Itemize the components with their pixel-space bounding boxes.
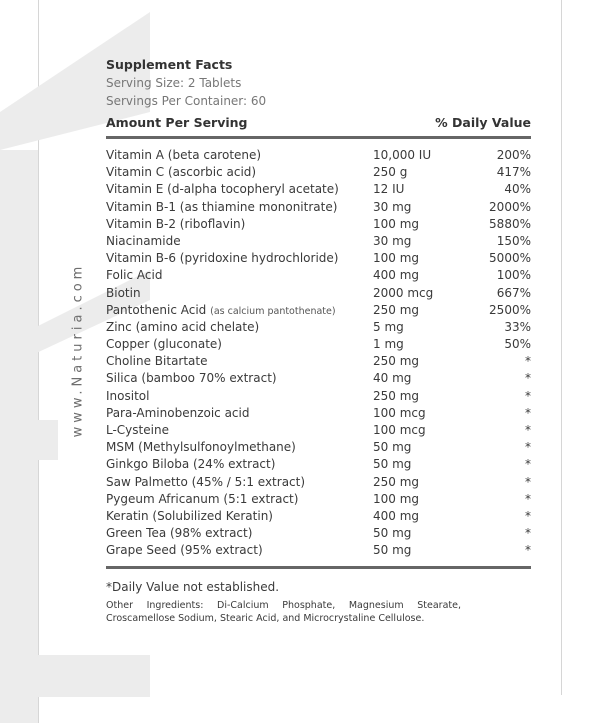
nutrient-name <box>106 542 373 559</box>
nutrient-name-text: Saw Palmetto (45% / 5:1 extract) <box>106 474 306 489</box>
nutrient-name <box>106 370 373 387</box>
header-divider <box>106 136 531 139</box>
nutrient-row <box>106 456 531 473</box>
nutrient-name-text: Pygeum Africanum (5:1 extract) <box>106 491 299 506</box>
nutrient-amount: 250 mg <box>373 474 420 489</box>
nutrient-name <box>106 164 373 181</box>
nutrient-row <box>106 370 531 387</box>
nutrient-daily-value: 40% <box>504 182 531 197</box>
nutrient-name-text: Vitamin B-2 (riboflavin) <box>106 216 246 231</box>
nutrient-name <box>106 456 373 473</box>
nutrient-daily-value: * <box>525 457 531 472</box>
nutrient-row <box>106 353 531 370</box>
nutrient-amount: 100 mg <box>373 491 420 506</box>
nutrient-amount: 30 mg <box>373 233 412 248</box>
nutrient-note: (as calcium pantothenate) <box>210 305 336 317</box>
nutrient-name <box>106 319 373 336</box>
nutrient-daily-value: * <box>525 423 531 437</box>
panel-title: Supplement Facts <box>106 57 233 72</box>
nutrient-daily-value: 100% <box>496 268 531 283</box>
nutrient-row <box>106 199 531 216</box>
nutrient-row <box>106 250 531 267</box>
nutrient-name <box>106 250 373 267</box>
nutrient-name-text: Vitamin C (ascorbic acid) <box>106 165 257 180</box>
nutrient-row <box>106 164 531 181</box>
nutrient-row <box>106 388 531 405</box>
nutrient-amount: 2000 mcg <box>373 285 434 300</box>
nutrient-name-text: Pantothenic Acid <box>106 302 207 317</box>
nutrient-name-text: L-Cysteine <box>106 423 169 437</box>
nutrient-name-text: Ginkgo Biloba (24% extract) <box>106 457 276 472</box>
nutrient-name-text: Vitamin B-6 (pyridoxine hydrochloride) <box>106 251 339 266</box>
nutrient-row <box>106 181 531 198</box>
supplement-facts-panel <box>106 56 531 625</box>
nutrient-name-text: Vitamin E (d-alpha tocopheryl acetate) <box>106 182 339 197</box>
nutrient-amount: 40 mg <box>373 371 412 386</box>
nutrient-name-text: Folic Acid <box>106 268 163 283</box>
nutrient-daily-value: * <box>525 440 531 455</box>
nutrient-amount: 100 mg <box>373 251 420 266</box>
nutrient-amount: 12 IU <box>373 182 405 197</box>
daily-value-header: % Daily Value <box>435 115 531 130</box>
nutrient-amount: 100 mcg <box>373 423 426 437</box>
nutrient-row <box>106 405 531 422</box>
serving-size: Serving Size: 2 Tablets <box>106 76 242 90</box>
nutrient-daily-value: * <box>525 388 531 403</box>
nutrient-row <box>106 233 531 250</box>
nutrient-amount: 10,000 IU <box>373 148 432 162</box>
nutrient-name-text: Para-Aminobenzoic acid <box>106 405 250 420</box>
nutrient-name-text: Choline Bitartate <box>106 354 208 369</box>
nutrient-amount: 30 mg <box>373 199 412 214</box>
nutrient-name <box>106 388 373 405</box>
nutrient-row <box>106 336 531 353</box>
footer-divider <box>106 566 531 569</box>
nutrient-daily-value: 5880% <box>489 216 531 231</box>
nutrient-row <box>106 439 531 456</box>
nutrient-name <box>106 199 373 216</box>
nutrient-name-text: Vitamin B-1 (as thiamine mononitrate) <box>106 199 338 214</box>
nutrient-name <box>106 302 373 319</box>
nutrient-daily-value: 150% <box>496 233 531 248</box>
nutrient-name <box>106 491 373 508</box>
nutrient-list <box>106 147 531 560</box>
nutrient-daily-value: * <box>525 354 531 369</box>
column-header-row <box>106 114 531 136</box>
nutrient-name-text: Inositol <box>106 388 150 403</box>
nutrient-row <box>106 267 531 284</box>
nutrient-name <box>106 267 373 284</box>
nutrient-name <box>106 216 373 233</box>
nutrient-row <box>106 542 531 559</box>
nutrient-name-text: Grape Seed (95% extract) <box>106 543 263 558</box>
nutrient-row <box>106 508 531 525</box>
nutrient-name-text: Green Tea (98% extract) <box>106 526 253 541</box>
nutrient-amount: 250 mg <box>373 354 420 369</box>
nutrient-name-text: Vitamin A (beta carotene) <box>106 148 262 162</box>
nutrient-amount: 50 mg <box>373 457 412 472</box>
nutrient-row <box>106 525 531 542</box>
servings-per-container: Servings Per Container: 60 <box>106 94 267 108</box>
nutrient-name <box>106 525 373 542</box>
nutrient-daily-value: 5000% <box>489 251 531 266</box>
nutrient-name-text: Copper (gluconate) <box>106 337 222 352</box>
nutrient-name <box>106 336 373 353</box>
nutrient-daily-value: 667% <box>496 285 531 300</box>
nutrient-row <box>106 474 531 491</box>
nutrient-row <box>106 422 531 439</box>
nutrient-amount: 400 mg <box>373 508 420 523</box>
nutrient-daily-value: 50% <box>504 337 531 352</box>
nutrient-name <box>106 285 373 302</box>
nutrient-amount: 250 mg <box>373 302 420 317</box>
nutrient-name <box>106 508 373 525</box>
amount-per-serving-header: Amount Per Serving <box>106 115 248 130</box>
nutrient-amount: 400 mg <box>373 268 420 283</box>
nutrient-row <box>106 285 531 302</box>
daily-value-footnote: *Daily Value not established. <box>106 579 280 594</box>
nutrient-daily-value: * <box>525 405 531 420</box>
nutrient-row <box>106 491 531 508</box>
nutrient-daily-value: * <box>525 474 531 489</box>
nutrient-name <box>106 422 373 439</box>
nutrient-name-text: MSM (Methylsulfonoylmethane) <box>106 440 296 455</box>
nutrient-name <box>106 233 373 250</box>
nutrient-amount: 1 mg <box>373 337 404 352</box>
nutrient-row <box>106 302 531 319</box>
nutrient-daily-value: * <box>525 508 531 523</box>
nutrient-name <box>106 353 373 370</box>
nutrient-amount: 50 mg <box>373 543 412 558</box>
nutrient-name-text: Zinc (amino acid chelate) <box>106 319 260 334</box>
nutrient-amount: 100 mg <box>373 216 420 231</box>
other-ingredients: Other Ingredients: Di-Calcium Phosphate, Magnesium Stearate, Croscamellose Sodium, Stearic Acid, and Microcrystaline Cellulose. <box>106 599 461 624</box>
nutrient-name <box>106 405 373 422</box>
nutrient-amount: 250 mg <box>373 388 420 403</box>
nutrient-amount: 5 mg <box>373 319 404 334</box>
nutrient-name-text: Silica (bamboo 70% extract) <box>106 371 277 386</box>
nutrient-daily-value: * <box>525 543 531 558</box>
nutrient-daily-value: * <box>525 526 531 541</box>
nutrient-name <box>106 181 373 198</box>
nutrient-daily-value: 2500% <box>489 302 531 317</box>
nutrient-daily-value: 33% <box>504 319 531 334</box>
nutrient-name <box>106 439 373 456</box>
nutrient-daily-value: * <box>525 491 531 506</box>
nutrient-daily-value: 417% <box>496 165 531 180</box>
nutrient-daily-value: * <box>525 371 531 386</box>
brand-url: www.Naturia.com <box>70 262 86 438</box>
nutrient-name-text: Keratin (Solubilized Keratin) <box>106 508 273 523</box>
nutrient-amount: 50 mg <box>373 526 412 541</box>
nutrient-name-text: Niacinamide <box>106 233 181 248</box>
nutrient-amount: 250 g <box>373 165 408 180</box>
nutrient-daily-value: 2000% <box>489 199 531 214</box>
nutrient-name <box>106 147 373 164</box>
right-edge-line <box>561 0 562 695</box>
nutrient-name-text: Biotin <box>106 285 141 300</box>
nutrient-name <box>106 474 373 491</box>
nutrient-row <box>106 216 531 233</box>
nutrient-row <box>106 147 531 164</box>
nutrient-daily-value: 200% <box>496 148 531 162</box>
nutrient-amount: 50 mg <box>373 440 412 455</box>
nutrient-amount: 100 mcg <box>373 405 426 420</box>
nutrient-row <box>106 319 531 336</box>
